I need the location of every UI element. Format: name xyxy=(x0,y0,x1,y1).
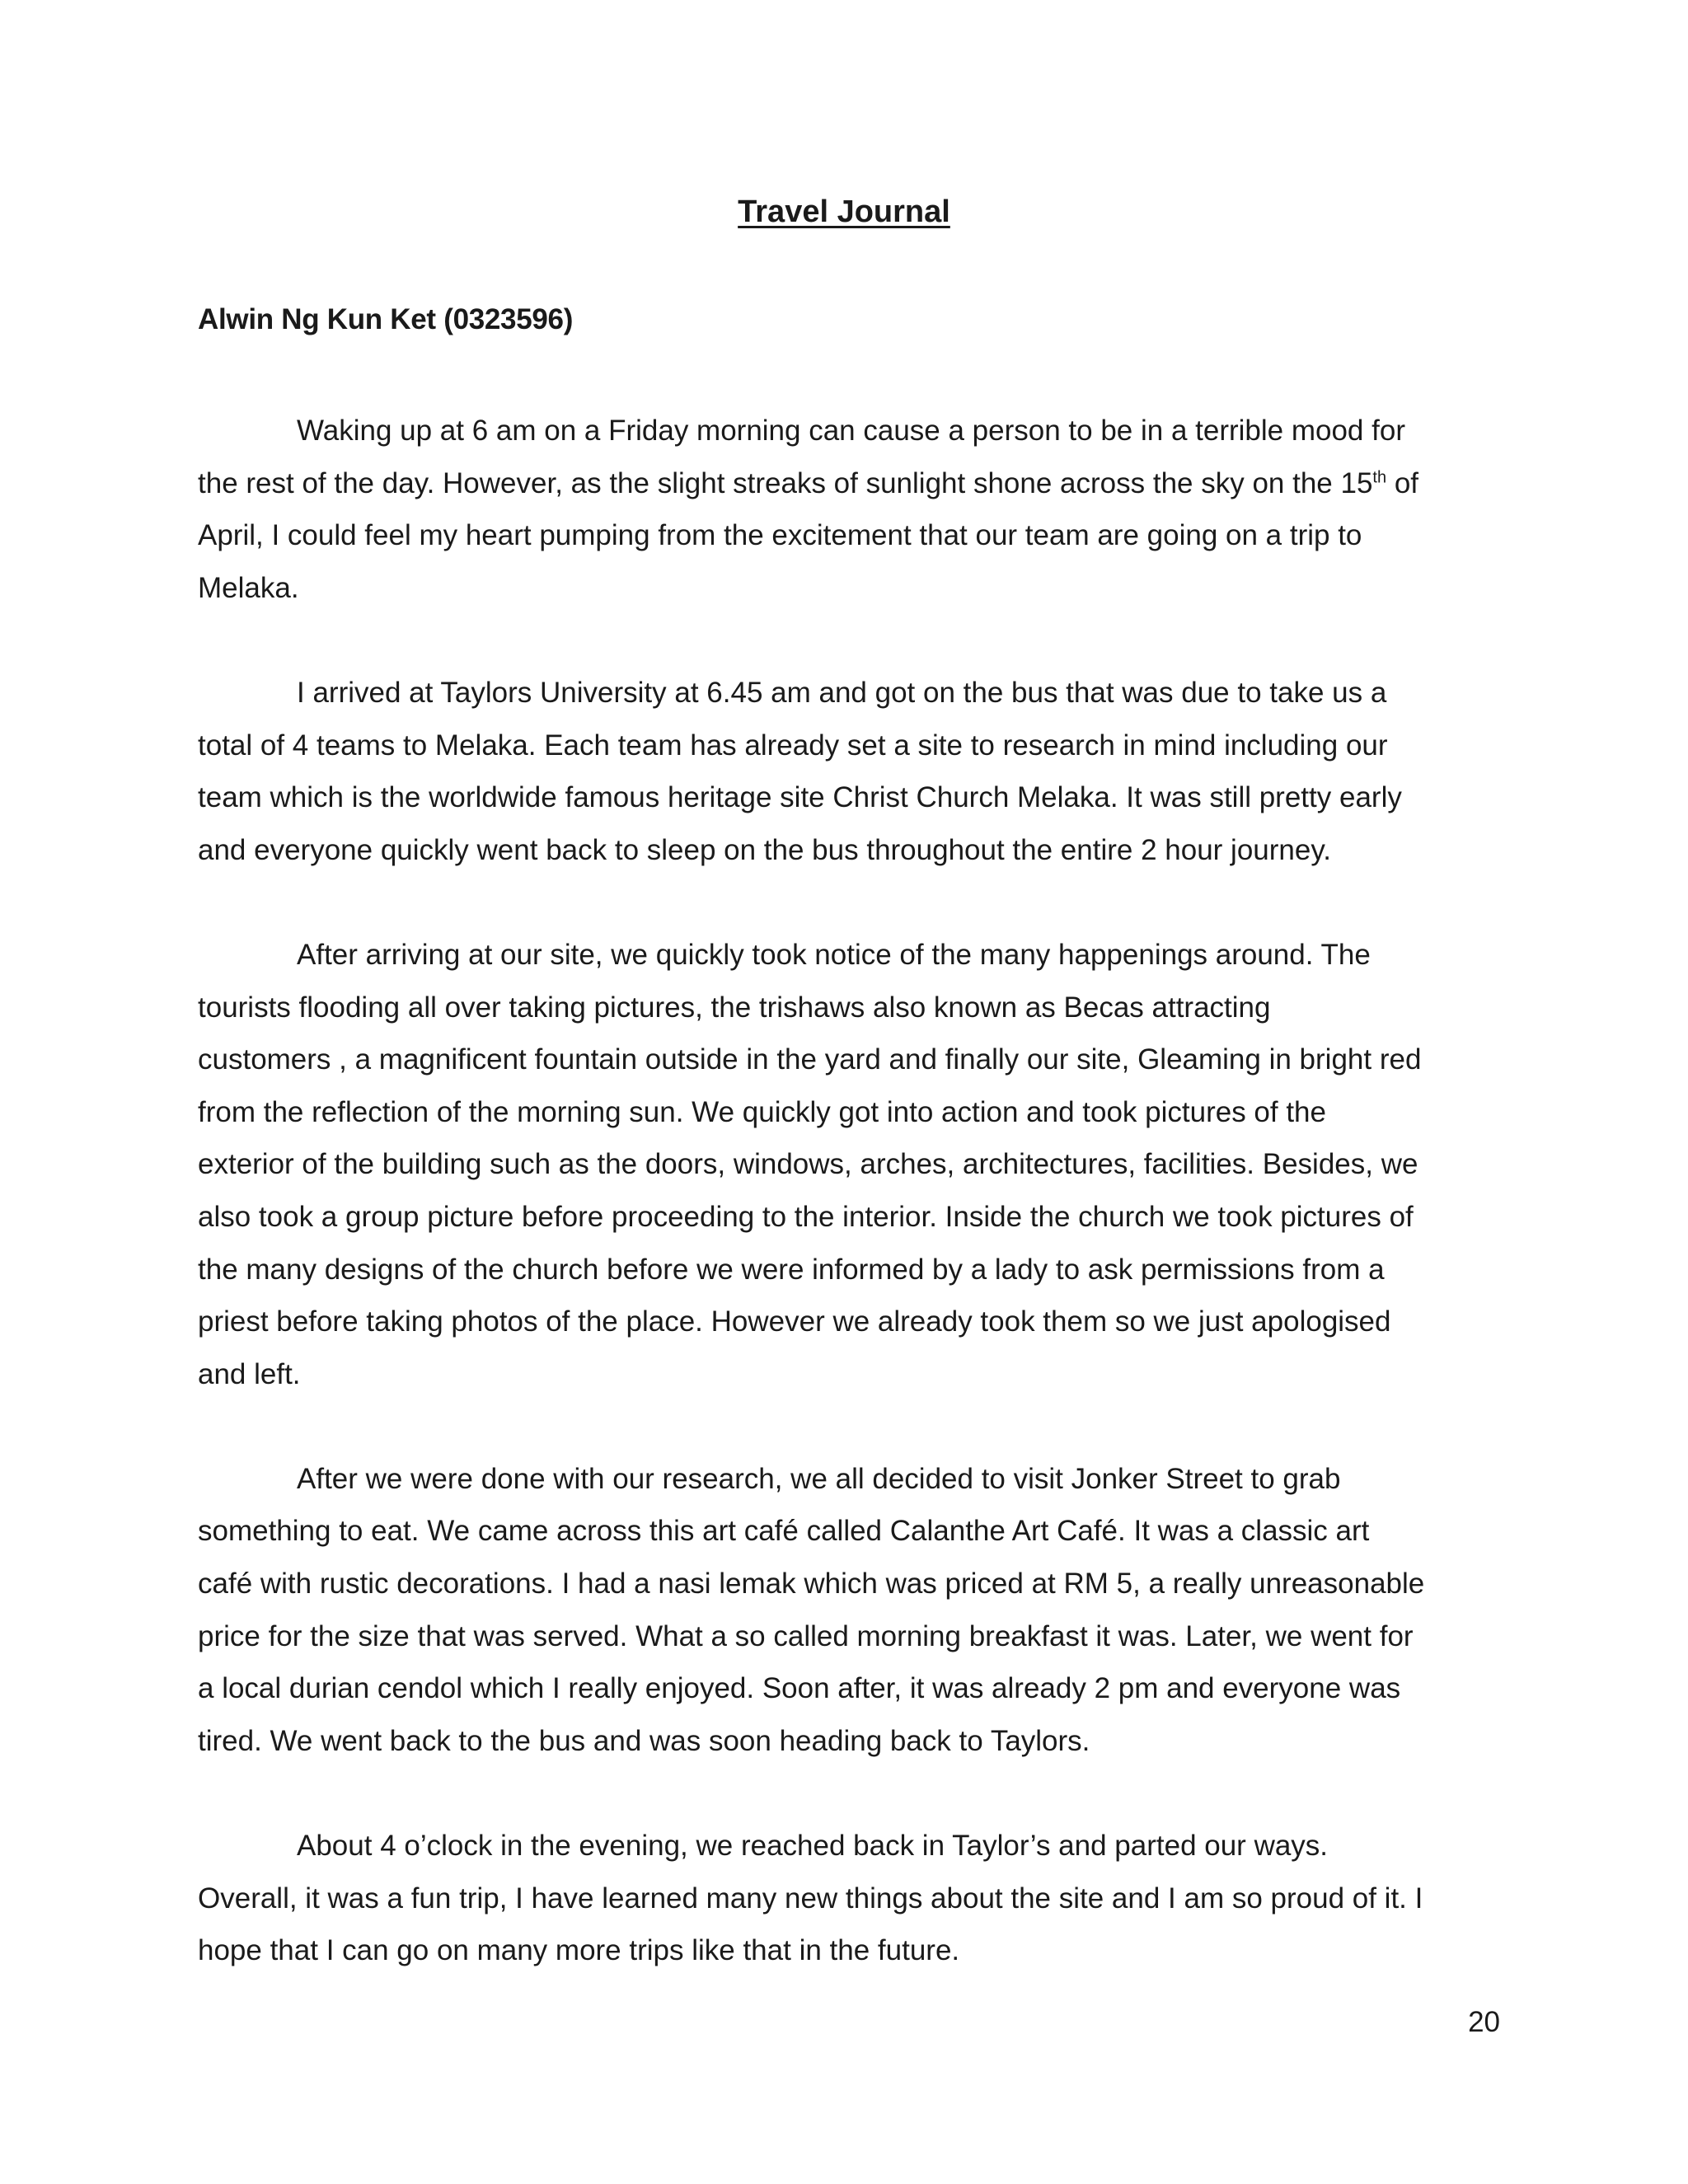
paragraph-line: total of 4 teams to Melaka. Each team has already set a site to research in mind including our xyxy=(198,729,1388,762)
paragraph-line xyxy=(198,457,1492,510)
paragraph-1 xyxy=(198,405,1492,614)
paragraph-3 xyxy=(198,929,1492,1400)
paragraph-2 xyxy=(198,667,1492,876)
paragraph-line: and everyone quickly went back to sleep on the bus throughout the entire 2 hour journey. xyxy=(198,833,1331,866)
paragraph-line: team which is the worldwide famous heritage site Christ Church Melaka. It was still pretty early xyxy=(198,781,1402,814)
paragraph-line-text: the rest of the day. However, as the slight streaks of sunlight shone across the sky on the 15 xyxy=(198,466,1373,499)
paragraph-line: Overall, it was a fun trip, I have learned many new things about the site and I am so proud of it. I xyxy=(198,1882,1423,1915)
paragraph-line: tired. We went back to the bus and was soon heading back to Taylors. xyxy=(198,1724,1090,1757)
page-number: 20 xyxy=(1468,2006,1500,2038)
paragraph-line: I arrived at Taylors University at 6.45 am and got on the bus that was due to take us a xyxy=(297,676,1387,709)
journal-body xyxy=(198,405,1492,2029)
page-title: Travel Journal xyxy=(738,194,950,229)
paragraph-line: After we were done with our research, we all decided to visit Jonker Street to grab xyxy=(297,1462,1341,1495)
paragraph-line: After arriving at our site, we quickly took notice of the many happenings around. The xyxy=(297,938,1371,971)
paragraph-line: a local durian cendol which I really enjoyed. Soon after, it was already 2 pm and everyone was xyxy=(198,1672,1401,1705)
paragraph-line: Melaka. xyxy=(198,571,299,604)
author-name: Alwin Ng Kun Ket (0323596) xyxy=(198,303,574,335)
paragraph-line: customers , a magnificent fountain outside in the yard and finally our site, Gleaming in bright red xyxy=(198,1043,1422,1076)
paragraph-line: from the reflection of the morning sun. We quickly got into action and took pictures of the xyxy=(198,1095,1326,1128)
paragraph-line: also took a group picture before proceeding to the interior. Inside the church we took pictures of xyxy=(198,1200,1414,1233)
paragraph-line: April, I could feel my heart pumping from the excitement that our team are going on a trip to xyxy=(198,519,1362,552)
paragraph-line: the many designs of the church before we were informed by a lady to ask permissions from a xyxy=(198,1253,1385,1286)
paragraph-line: and left. xyxy=(198,1357,301,1390)
paragraph-line: price for the size that was served. What a so called morning breakfast it was. Later, we went for xyxy=(198,1619,1414,1652)
paragraph-line: café with rustic decorations. I had a nasi lemak which was priced at RM 5, a really unreasonable xyxy=(198,1568,1425,1601)
paragraph-line: tourists flooding all over taking pictures, the trishaws also known as Becas attracting xyxy=(198,991,1271,1024)
paragraph-line: priest before taking photos of the place. However we already took them so we just apologised xyxy=(198,1305,1391,1338)
paragraph-line: exterior of the building such as the doors, windows, arches, architectures, facilities. Besides, we xyxy=(198,1148,1418,1181)
paragraph-line: something to eat. We came across this art café called Calanthe Art Café. It was a classic art xyxy=(198,1515,1370,1548)
paragraph-line: Waking up at 6 am on a Friday morning can cause a person to be in a terrible mood for xyxy=(297,415,1405,447)
paragraph-4 xyxy=(198,1453,1492,1768)
ordinal-superscript: th xyxy=(1372,467,1387,486)
paragraph-line: About 4 o’clock in the evening, we reached back in Taylor’s and parted our ways. xyxy=(297,1830,1329,1863)
paragraph-5 xyxy=(198,1820,1492,1977)
paragraph-line-suffix: of xyxy=(1386,466,1419,499)
paragraph-line: hope that I can go on many more trips like that in the future. xyxy=(198,1934,960,1967)
